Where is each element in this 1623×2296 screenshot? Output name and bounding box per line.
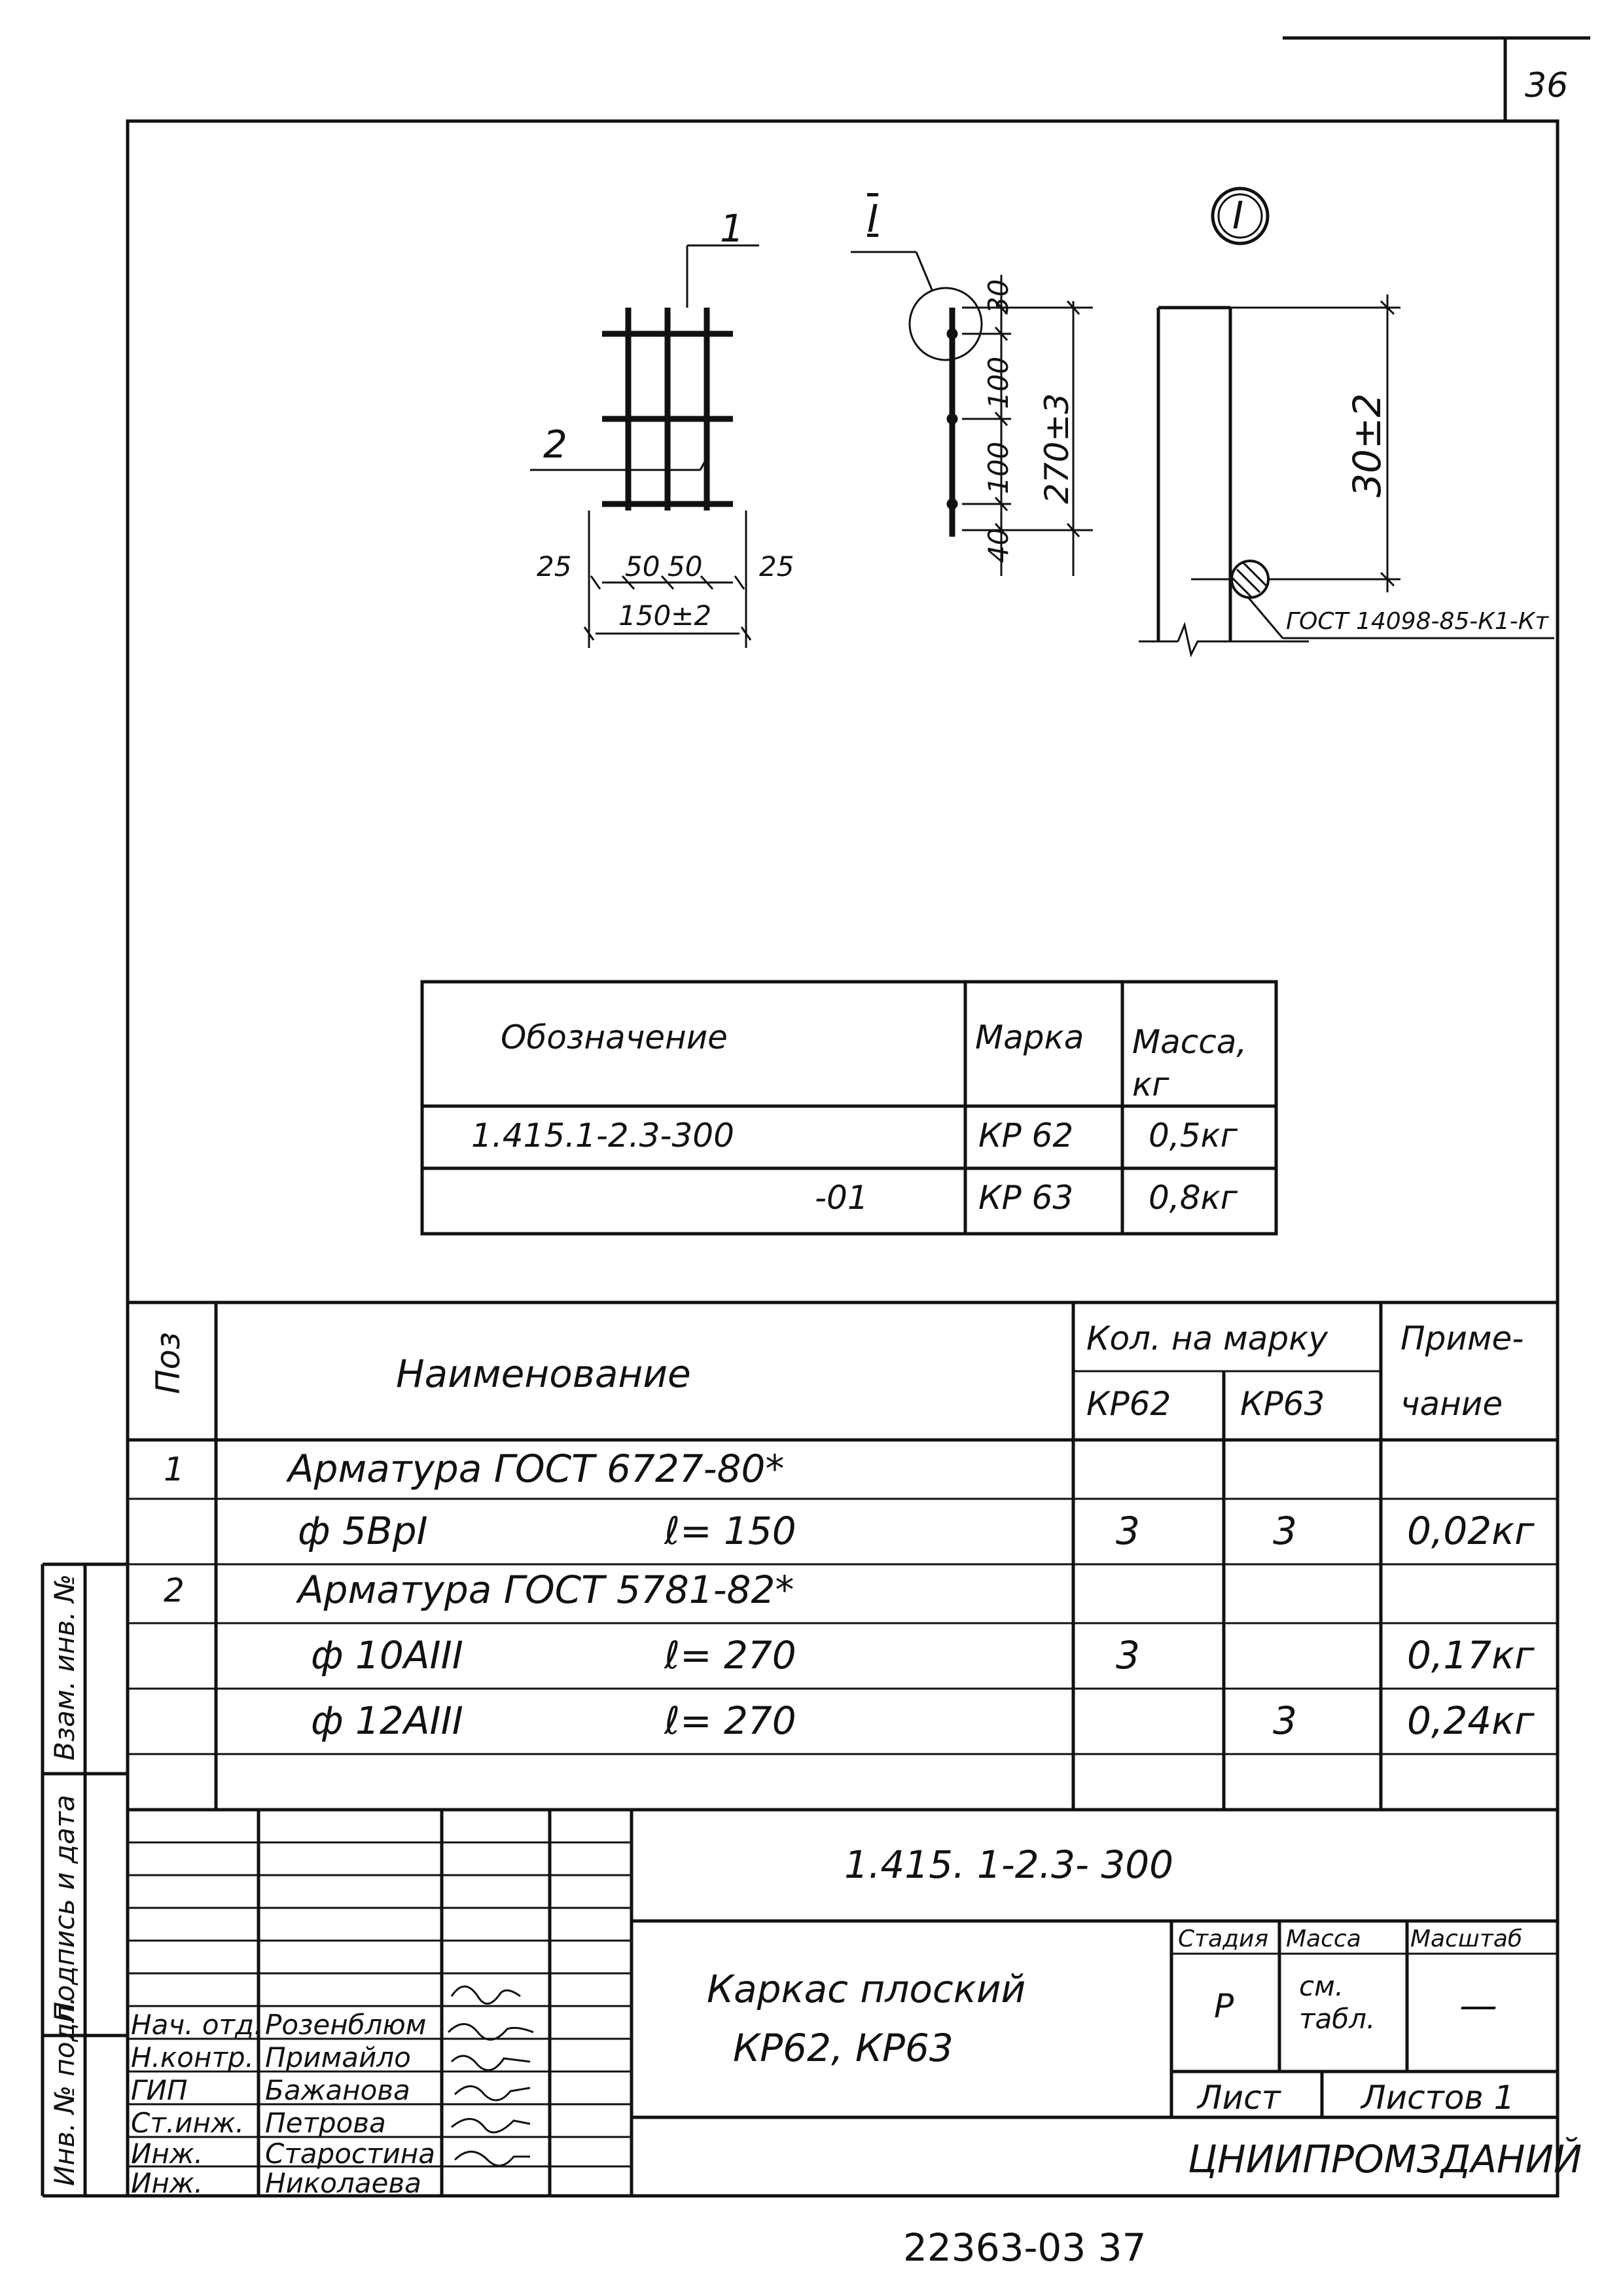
staff-role-6: Инж. bbox=[131, 2167, 204, 2199]
stage-value: Р bbox=[1214, 1987, 1234, 2025]
staff-name-3: Бажанова bbox=[265, 2074, 410, 2106]
drawing-title-marks: КР62, КР63 bbox=[733, 2026, 954, 2070]
marks-row2-mass: 0,8кг bbox=[1149, 1179, 1238, 1217]
staff-name-4: Петрова bbox=[265, 2107, 386, 2139]
spec-row2-qty-kr63: 3 bbox=[1273, 1509, 1297, 1553]
height-dim-4: 40 bbox=[982, 528, 1014, 563]
width-dim-1: 25 bbox=[537, 550, 572, 583]
staff-name-6: Николаева bbox=[265, 2167, 421, 2199]
staff-role-2: Н.контр. bbox=[131, 2041, 254, 2073]
spec-header-qty-kr62: КР62 bbox=[1086, 1385, 1171, 1423]
spec-row4-name: ф 10АIII bbox=[311, 1633, 463, 1677]
marks-header-mass: Масса, кг bbox=[1132, 1023, 1247, 1103]
marks-row2-mark: КР 63 bbox=[978, 1179, 1074, 1217]
scale-label: Масштаб bbox=[1410, 1926, 1523, 1952]
spec-row1-pos: 1 bbox=[164, 1450, 185, 1488]
width-dim-4: 25 bbox=[759, 550, 794, 583]
marks-header-designation: Обозначение bbox=[501, 1018, 728, 1056]
height-dim-1: 30 bbox=[982, 279, 1014, 314]
marks-row2-designation: -01 bbox=[815, 1179, 868, 1217]
drawing-title: Каркас плоский bbox=[707, 1967, 1026, 2011]
margin-replacement-inv-no: Взам. инв. № bbox=[48, 1573, 80, 1761]
width-dim-3: 50 bbox=[668, 550, 703, 583]
detail-dim: 30±2 bbox=[1345, 393, 1389, 497]
spec-header-qty-kr63: КР63 bbox=[1240, 1385, 1325, 1423]
sheet-label: Лист bbox=[1198, 2079, 1281, 2117]
margin-signature-date: Подпись и дата bbox=[48, 1795, 80, 2022]
weld-standard-note: ГОСТ 14098-85-К1-Кт bbox=[1286, 608, 1549, 635]
callout-position-1: 1 bbox=[720, 206, 744, 251]
marks-header-mark: Марка bbox=[975, 1018, 1084, 1056]
marks-row1-mark: КР 62 bbox=[978, 1117, 1074, 1155]
mass-label: Масса bbox=[1286, 1926, 1361, 1952]
spec-row5-note: 0,24кг bbox=[1407, 1698, 1535, 1743]
staff-name-1: Розенблюм bbox=[265, 2009, 427, 2041]
document-code: 1.415. 1-2.3- 300 bbox=[844, 1842, 1174, 1887]
spec-header-note-bottom: чание bbox=[1400, 1385, 1503, 1423]
marks-row1-mass: 0,5кг bbox=[1149, 1117, 1238, 1155]
scale-value: — bbox=[1459, 1983, 1497, 2028]
spec-row3-pos: 2 bbox=[164, 1571, 185, 1609]
spec-header-pos: Поз bbox=[149, 1332, 187, 1394]
width-dim-2: 50 bbox=[625, 550, 660, 583]
signature-strokes bbox=[448, 1986, 533, 2166]
spec-row4-qty-kr62: 3 bbox=[1116, 1633, 1140, 1677]
height-total-dim: 270±3 bbox=[1038, 393, 1076, 504]
staff-role-4: Ст.инж. bbox=[131, 2107, 245, 2139]
staff-role-5: Инж. bbox=[131, 2138, 204, 2170]
spec-header-note-top: Приме- bbox=[1400, 1319, 1524, 1357]
margin-original-inv-no: Инв. № подл. bbox=[48, 1996, 80, 2186]
spec-row2-qty-kr62: 3 bbox=[1116, 1509, 1140, 1553]
staff-role-1: Нач. отд. bbox=[131, 2009, 263, 2041]
height-dim-3: 100 bbox=[982, 441, 1014, 494]
organization-name: ЦНИИПРОМЗДАНИЙ bbox=[1188, 2137, 1582, 2181]
spec-header-name: Наименование bbox=[396, 1352, 691, 1396]
staff-name-2: Примайло bbox=[265, 2041, 411, 2073]
spec-row5-qty-kr63: 3 bbox=[1273, 1698, 1297, 1743]
spec-row2-name: ф 5ВрI bbox=[298, 1509, 428, 1553]
stage-label: Стадия bbox=[1178, 1926, 1269, 1952]
sheet-number: 36 bbox=[1525, 66, 1569, 105]
spec-row2-length: ℓ= 150 bbox=[664, 1509, 796, 1553]
spec-row4-note: 0,17кг bbox=[1407, 1633, 1535, 1677]
callout-position-2: 2 bbox=[543, 422, 567, 467]
sheets-count-label: Листов 1 bbox=[1361, 2079, 1515, 2117]
spec-row4-length: ℓ= 270 bbox=[664, 1633, 796, 1677]
spec-row1-name: Арматура ГОСТ 6727-80* bbox=[288, 1446, 785, 1491]
spec-header-qty: Кол. на марку bbox=[1086, 1319, 1328, 1357]
spec-row2-note: 0,02кг bbox=[1407, 1509, 1535, 1553]
width-total-dim: 150±2 bbox=[618, 600, 712, 632]
section-reference-label: I bbox=[867, 196, 879, 241]
section-view-label: I bbox=[1232, 193, 1244, 238]
marks-row1-designation: 1.415.1-2.3-300 bbox=[471, 1117, 734, 1155]
staff-name-5: Старостина bbox=[265, 2138, 435, 2170]
staff-role-3: ГИП bbox=[131, 2074, 188, 2106]
spec-row3-name: Арматура ГОСТ 5781-82* bbox=[298, 1568, 794, 1612]
mass-value: см. табл. bbox=[1299, 1970, 1376, 2036]
spec-row5-length: ℓ= 270 bbox=[664, 1698, 796, 1743]
height-dim-2: 100 bbox=[982, 356, 1014, 409]
spec-row5-name: ф 12АIII bbox=[311, 1698, 463, 1743]
footer-archive-code: 22363-03 37 bbox=[903, 2225, 1147, 2270]
